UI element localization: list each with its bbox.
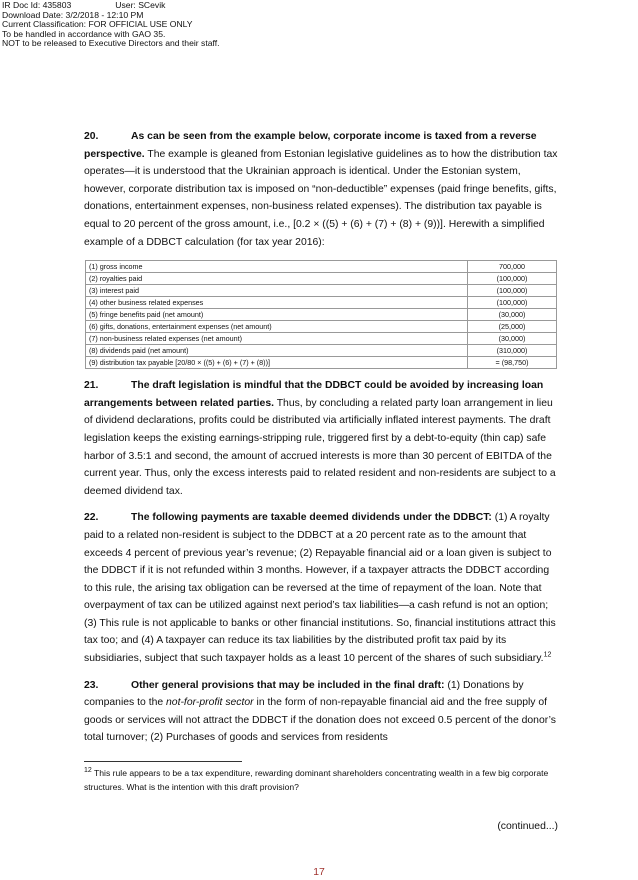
classification-header: [2, 1, 220, 49]
table-row: [86, 261, 557, 273]
paragraph-text: (1) Donations by companies to the: [84, 679, 524, 709]
paragraph-number: 23.: [84, 679, 99, 691]
item-cell: (6) gifts, donations, entertainment expenses (net amount): [86, 321, 468, 333]
paragraph-text: (1) A royalty paid to a related non-resident is subject to the DDBCT at a 20 percent rate as to the amount that exceeds 4 percent of previous year’s revenue; (2) Repayable financial aid or a loan given is subject to the DDBCT if it is not refunded within 3 months. However, if a taxpayer attracts the DDBCT according to this rule, the arising tax obligation can be reversed at the time of repayment of the loan. Note that overpayment of tax can be utilized against next period’s tax liabilities—a cash refund is not an option; (3) This rule is not applicable to banks or other financial institutions. So, financial institutions attract this tax too; and (4) A taxpayer can reduce its tax liabilities by the distributed profit tax paid by its subsidiaries, subject that such taxpayer holds as a least 10 percent of the shares of such subsidiary.: [84, 512, 556, 665]
user: User: SCevik: [115, 0, 166, 10]
value-cell: (100,000): [468, 285, 557, 297]
table-row: [86, 273, 557, 285]
footnote-divider: [84, 761, 242, 762]
footnote-text: This rule appears to be a tax expenditure, rewarding dominant shareholders concentrating wealth in a few big corporate structures. What is the intention with this draft provision?: [84, 768, 549, 793]
item-cell: (4) other business related expenses: [86, 297, 468, 309]
paragraph-23: [84, 677, 558, 747]
value-cell: = (98,750): [468, 357, 557, 369]
paragraph-heading: The following payments are taxable deemed dividends under the DDBCT:: [131, 512, 492, 524]
paragraph-heading: The draft legislation is mindful that the DDBCT could be avoided by increasing loan arrangements between related parties.: [84, 380, 544, 409]
paragraph-heading: As can be seen from the example below, corporate income is taxed from a reverse perspective.: [84, 131, 537, 160]
table-row: [86, 297, 557, 309]
continued-note: (continued...): [497, 821, 558, 833]
value-cell: 700,000: [468, 261, 557, 273]
item-cell: (9) distribution tax payable [20/80 × ((5) + (6) + (7) + (8))]: [86, 357, 468, 369]
value-cell: (310,000): [468, 345, 557, 357]
table-row: [86, 345, 557, 357]
paragraph-20: [84, 128, 558, 251]
classification: Current Classification: FOR OFFICIAL USE ONLY: [2, 19, 193, 30]
table-row: [86, 309, 557, 321]
value-cell: (100,000): [468, 273, 557, 285]
value-cell: (100,000): [468, 297, 557, 309]
item-cell: (3) interest paid: [86, 285, 468, 297]
doc-id: IR Doc Id: 435803: [2, 0, 72, 10]
item-cell: (8) dividends paid (net amount): [86, 345, 468, 357]
handling-note: To be handled in accordance with GAO 35.: [2, 28, 166, 39]
item-cell: (5) fringe benefits paid (net amount): [86, 309, 468, 321]
paragraph-heading: Other general provisions that may be included in the final draft:: [131, 679, 445, 691]
download-date: Download Date: 3/2/2018 - 12:10 PM: [2, 9, 144, 20]
table-row: [86, 333, 557, 345]
paragraph-text: Thus, by concluding a related party loan arrangement in lieu of dividend declarations, profits could be distributed via artificially inflated interest payments. The draft legislation keeps the existing earnings-stripping rule, triggered first by a debt-to-equity (thin cap) safe harbor of 3.5:1 and second, the amount of accrued interests is more than 30 percent of EBITDA of the current year. Thus, only the excess interests paid to related resident and non-residents are subject to a deemed dividend tax.: [84, 397, 556, 497]
paragraph-number: 21.: [84, 380, 99, 392]
page-number: 17: [313, 867, 325, 879]
document-body: [84, 128, 558, 747]
item-cell: (2) royalties paid: [86, 273, 468, 285]
value-cell: (25,000): [468, 321, 557, 333]
item-cell: (1) gross income: [86, 261, 468, 273]
paragraph-22: [84, 509, 558, 667]
paragraph-text: The example is gleaned from Estonian legislative guidelines as to how the distribution tax operates—it is understood that the Ukrainian approach is identical. Under the Estonian system, however, corporate distribution tax is imposed on “non-deductible” expenses (paid fringe benefits, gifts, donations, entertainment expenses, non-business related expenses). The distribution tax payable is equal to 20 percent of the gross amount, i.e., [0.2 × ((5) + (6) + (7) + (8) + (9))]. Herewith a simplified example of a DDBCT calculation (for tax year 2016):: [84, 148, 558, 248]
table-row: [86, 285, 557, 297]
footnote-mark: 12: [84, 767, 92, 775]
table-row: [86, 357, 557, 369]
release-note: NOT to be released to Executive Directors and their staff.: [2, 38, 220, 49]
value-cell: (30,000): [468, 309, 557, 321]
paragraph-21: [84, 377, 558, 500]
paragraph-number: 22.: [84, 512, 99, 524]
item-cell: (7) non-business related expenses (net amount): [86, 333, 468, 345]
paragraph-number: 20.: [84, 131, 99, 142]
paragraph-text: in the form of non-repayable financial aid and the free supply of goods or services will not attract the DDBCT if the donation does not exceed 0.5 percent of the donor’s total turnover; (2) Purchases of goods and services from residents: [84, 697, 556, 744]
footnote: [84, 766, 558, 794]
ddbct-calculation-table: [85, 260, 557, 369]
italic-term: not-for-profit sector: [166, 697, 254, 709]
table-row: [86, 321, 557, 333]
footnote-reference[interactable]: 12: [543, 651, 552, 659]
value-cell: (30,000): [468, 333, 557, 345]
